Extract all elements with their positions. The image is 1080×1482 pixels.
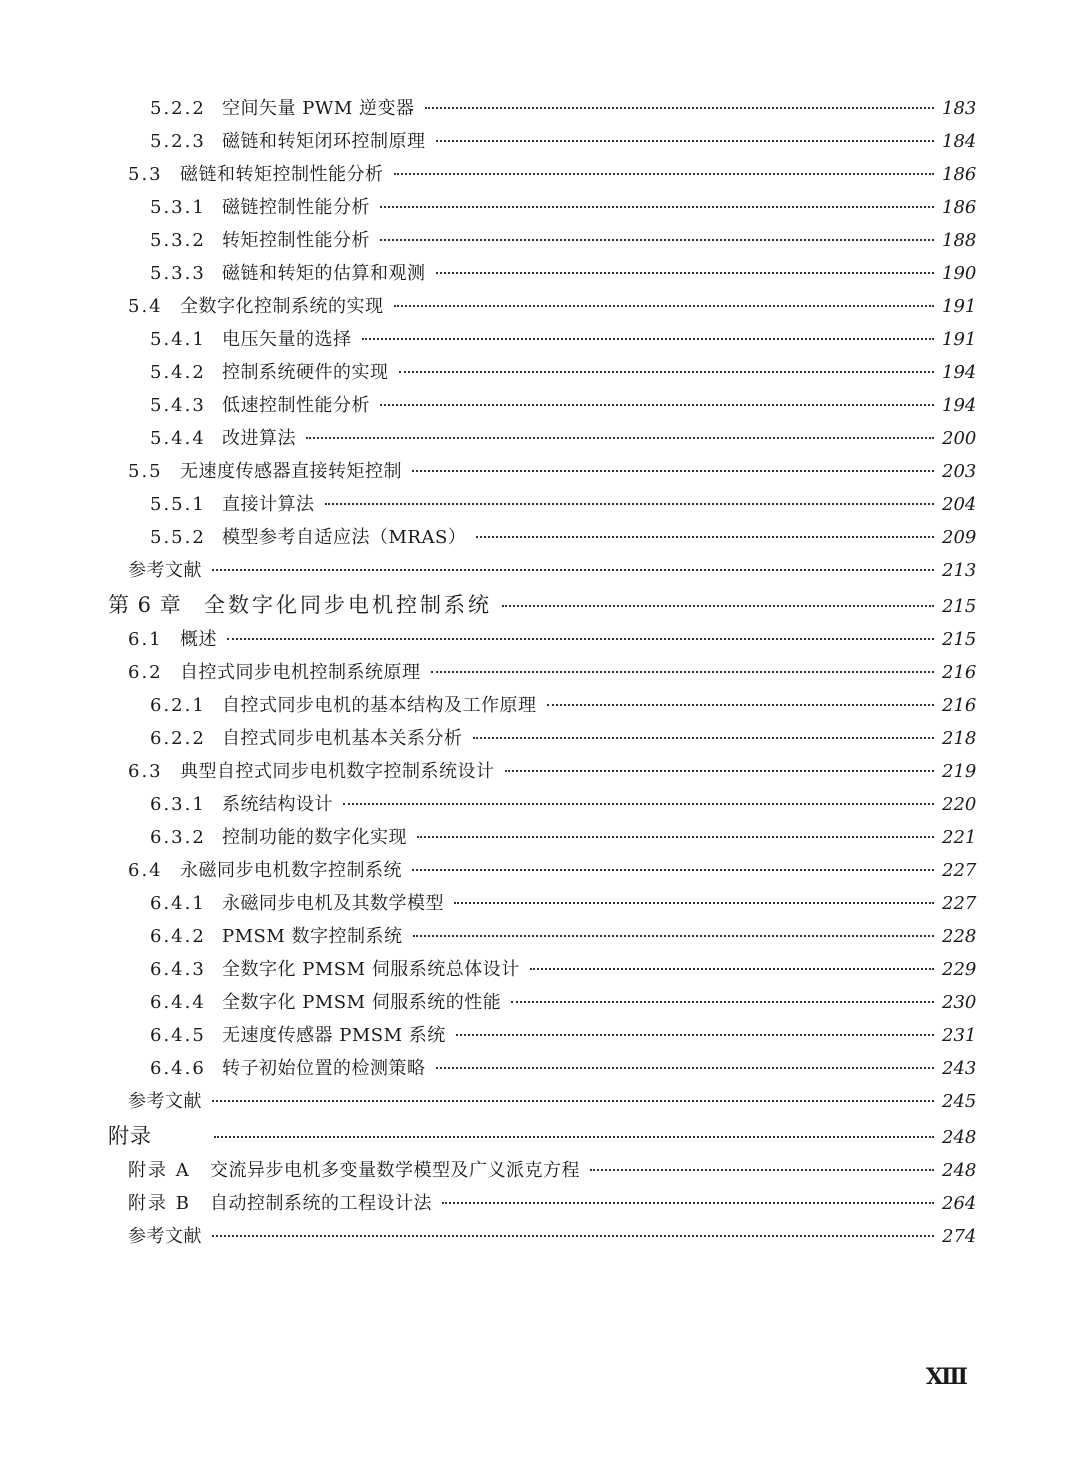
toc-entry-number: 5.5.1	[150, 494, 206, 515]
toc-entry-number: 6.4.5	[150, 1025, 206, 1046]
table-of-contents	[108, 92, 976, 1253]
dot-leader	[212, 1100, 934, 1102]
toc-entry-number: 6.1	[128, 629, 163, 650]
toc-entry-number: 6.3	[128, 761, 163, 782]
toc-page-number: 203	[942, 461, 977, 482]
toc-entry-number: 5.4.3	[150, 395, 206, 416]
toc-entry-number: 附录	[108, 1124, 152, 1148]
toc-entry[interactable]	[108, 953, 976, 986]
toc-page-number: 191	[942, 329, 977, 350]
dot-leader	[212, 1235, 934, 1237]
toc-entry-title: 永磁同步电机及其数学模型	[222, 893, 444, 914]
toc-entry-number: 5.4	[128, 296, 163, 317]
toc-page-number: 248	[942, 1127, 977, 1148]
toc-page-number: 215	[942, 629, 977, 650]
toc-page-number: 227	[942, 893, 977, 914]
toc-entry[interactable]	[108, 887, 976, 920]
toc-entry-number: 5.3.3	[150, 263, 206, 284]
toc-entry-title: 交流异步电机多变量数学模型及广义派克方程	[210, 1160, 580, 1181]
toc-entry[interactable]	[108, 920, 976, 953]
toc-entry[interactable]	[108, 356, 976, 389]
toc-entry[interactable]	[108, 191, 976, 224]
toc-entry-number: 6.4	[128, 860, 163, 881]
toc-entry-number: 6.2	[128, 662, 163, 683]
toc-entry-title: 无速度传感器直接转矩控制	[180, 461, 402, 482]
toc-entry-title: 全数字化同步电机控制系统	[204, 593, 492, 617]
toc-entry-number: 6.3.2	[150, 827, 206, 848]
toc-entry-title: 全数字化 PMSM 伺服系统的性能	[222, 992, 502, 1013]
toc-entry[interactable]	[108, 1085, 976, 1118]
toc-entry[interactable]	[108, 986, 976, 1019]
toc-entry-number: 第 6 章	[108, 593, 182, 617]
toc-entry-title: 参考文献	[128, 1091, 202, 1112]
dot-leader	[362, 338, 935, 340]
toc-chapter-entry[interactable]	[108, 1118, 976, 1154]
toc-page-number: 274	[942, 1226, 977, 1247]
toc-entry-number: 6.4.3	[150, 959, 206, 980]
dot-leader	[325, 503, 935, 505]
toc-entry-title: 自控式同步电机控制系统原理	[180, 662, 421, 683]
toc-entry[interactable]	[108, 854, 976, 887]
toc-entry[interactable]	[108, 92, 976, 125]
toc-entry[interactable]	[108, 656, 976, 689]
toc-entry-title: 全数字化 PMSM 伺服系统总体设计	[222, 959, 520, 980]
dot-leader	[394, 173, 935, 175]
toc-entry-title: 电压矢量的选择	[222, 329, 352, 350]
toc-page-number: 190	[942, 263, 977, 284]
toc-entry-number: 6.4.6	[150, 1058, 206, 1079]
toc-entry[interactable]	[108, 1019, 976, 1052]
toc-page-number: 194	[942, 362, 977, 383]
dot-leader	[590, 1169, 934, 1171]
toc-entry-title: 系统结构设计	[222, 794, 333, 815]
toc-page-number: 229	[942, 959, 977, 980]
dot-leader	[214, 1136, 934, 1138]
toc-entry[interactable]	[108, 1220, 976, 1253]
dot-leader	[399, 371, 935, 373]
dot-leader	[412, 869, 934, 871]
toc-entry-number: 5.3	[128, 164, 163, 185]
dot-leader	[417, 836, 934, 838]
dot-leader	[442, 1202, 934, 1204]
dot-leader	[227, 638, 934, 640]
toc-page-number: 213	[942, 560, 977, 581]
toc-entry[interactable]	[108, 1187, 976, 1220]
toc-page-number: 194	[942, 395, 977, 416]
toc-entry[interactable]	[108, 1052, 976, 1085]
toc-entry-title: 参考文献	[128, 1226, 202, 1247]
toc-entry-number: 6.2.2	[150, 728, 206, 749]
toc-page-number: 248	[942, 1160, 977, 1181]
toc-page-number: 227	[942, 860, 977, 881]
dot-leader	[511, 1001, 934, 1003]
toc-entry-number: 6.4.4	[150, 992, 206, 1013]
toc-entry-title: 概述	[180, 629, 217, 650]
toc-entry[interactable]	[108, 422, 976, 455]
dot-leader	[436, 1067, 935, 1069]
toc-entry[interactable]	[108, 290, 976, 323]
toc-page-number: 215	[942, 596, 977, 617]
toc-entry-title: 空间矢量 PWM 逆变器	[222, 98, 415, 119]
toc-page-number: 220	[942, 794, 977, 815]
toc-entry-title: 自动控制系统的工程设计法	[210, 1193, 432, 1214]
toc-page-number: 204	[942, 494, 977, 515]
toc-entry-number: 5.4.4	[150, 428, 206, 449]
dot-leader	[505, 770, 935, 772]
toc-entry[interactable]	[108, 689, 976, 722]
toc-entry-number: 5.4.2	[150, 362, 206, 383]
dot-leader	[394, 305, 935, 307]
toc-page-number: 216	[942, 662, 977, 683]
toc-entry-title: 典型自控式同步电机数字控制系统设计	[180, 761, 495, 782]
dot-leader	[547, 704, 935, 706]
toc-entry[interactable]	[108, 722, 976, 755]
dot-leader	[502, 605, 934, 607]
dot-leader	[431, 671, 935, 673]
toc-page-number: 209	[942, 527, 977, 548]
toc-entry-number: 5.3.1	[150, 197, 206, 218]
toc-entry-title: 磁链和转矩的估算和观测	[222, 263, 426, 284]
toc-entry[interactable]	[108, 224, 976, 257]
toc-page-number: 245	[942, 1091, 977, 1112]
toc-entry[interactable]	[108, 623, 976, 656]
toc-entry-title: 磁链和转矩控制性能分析	[180, 164, 384, 185]
dot-leader	[380, 239, 934, 241]
toc-entry-title: 低速控制性能分析	[222, 395, 370, 416]
toc-chapter-entry[interactable]	[108, 587, 976, 623]
toc-entry-number: 附录 B	[128, 1193, 191, 1214]
toc-page-number: 188	[942, 230, 977, 251]
toc-entry[interactable]	[108, 158, 976, 191]
dot-leader	[306, 437, 934, 439]
toc-entry[interactable]	[108, 554, 976, 587]
toc-entry-title: 改进算法	[222, 428, 296, 449]
dot-leader	[380, 206, 934, 208]
toc-page-number: 186	[942, 197, 977, 218]
toc-entry[interactable]	[108, 455, 976, 488]
dot-leader	[425, 107, 935, 109]
toc-entry-title: 无速度传感器 PMSM 系统	[222, 1025, 446, 1046]
toc-page-number: 221	[942, 827, 977, 848]
toc-entry-title: 自控式同步电机基本关系分析	[222, 728, 463, 749]
toc-entry[interactable]	[108, 755, 976, 788]
toc-entry-title: 转矩控制性能分析	[222, 230, 370, 251]
toc-page-number: 219	[942, 761, 977, 782]
toc-entry[interactable]	[108, 788, 976, 821]
toc-entry-title: 模型参考自适应法（MRAS）	[222, 527, 467, 548]
toc-entry-title: 参考文献	[128, 560, 202, 581]
toc-entry-title: 磁链控制性能分析	[222, 197, 370, 218]
toc-entry-title: 转子初始位置的检测策略	[222, 1058, 426, 1079]
toc-page-number: 183	[942, 98, 977, 119]
page-folio: XIII	[926, 1364, 966, 1390]
dot-leader	[412, 470, 934, 472]
toc-page-number: 243	[942, 1058, 977, 1079]
toc-entry-title: 磁链和转矩闭环控制原理	[222, 131, 426, 152]
toc-page-number: 228	[942, 926, 977, 947]
toc-page-number: 218	[942, 728, 977, 749]
toc-page-number: 184	[942, 131, 977, 152]
toc-page-number: 186	[942, 164, 977, 185]
toc-entry-number: 5.2.3	[150, 131, 206, 152]
dot-leader	[454, 902, 934, 904]
dot-leader	[413, 935, 934, 937]
toc-entry-title: 全数字化控制系统的实现	[180, 296, 384, 317]
dot-leader	[212, 569, 934, 571]
dot-leader	[343, 803, 934, 805]
toc-entry-number: 6.3.1	[150, 794, 206, 815]
dot-leader	[476, 536, 934, 538]
toc-entry[interactable]	[108, 389, 976, 422]
toc-entry-number: 6.4.1	[150, 893, 206, 914]
dot-leader	[380, 404, 934, 406]
dot-leader	[456, 1034, 934, 1036]
dot-leader	[436, 140, 935, 142]
toc-entry-number: 附录 A	[128, 1160, 191, 1181]
toc-entry-title: 自控式同步电机的基本结构及工作原理	[222, 695, 537, 716]
toc-page-number: 264	[942, 1193, 977, 1214]
toc-page-number: 231	[942, 1025, 977, 1046]
toc-page-number: 191	[942, 296, 977, 317]
toc-entry[interactable]	[108, 257, 976, 290]
toc-entry[interactable]	[108, 488, 976, 521]
toc-entry-number: 5.5	[128, 461, 163, 482]
toc-entry-number: 5.2.2	[150, 98, 206, 119]
toc-page-number: 230	[942, 992, 977, 1013]
toc-entry[interactable]	[108, 821, 976, 854]
dot-leader	[530, 968, 934, 970]
toc-entry-number: 5.5.2	[150, 527, 206, 548]
dot-leader	[473, 737, 935, 739]
toc-entry-title: 直接计算法	[222, 494, 315, 515]
toc-entry-number: 6.4.2	[150, 926, 206, 947]
toc-entry[interactable]	[108, 323, 976, 356]
toc-page-number: 200	[942, 428, 977, 449]
toc-entry[interactable]	[108, 1154, 976, 1187]
toc-entry[interactable]	[108, 521, 976, 554]
toc-entry-number: 6.2.1	[150, 695, 206, 716]
toc-entry-title: 永磁同步电机数字控制系统	[180, 860, 402, 881]
toc-page-number: 216	[942, 695, 977, 716]
toc-entry-title: PMSM 数字控制系统	[222, 926, 403, 947]
toc-entry-number: 5.3.2	[150, 230, 206, 251]
toc-entry-title: 控制系统硬件的实现	[222, 362, 389, 383]
toc-entry-title: 控制功能的数字化实现	[222, 827, 407, 848]
toc-entry-number: 5.4.1	[150, 329, 206, 350]
dot-leader	[436, 272, 935, 274]
toc-entry[interactable]	[108, 125, 976, 158]
